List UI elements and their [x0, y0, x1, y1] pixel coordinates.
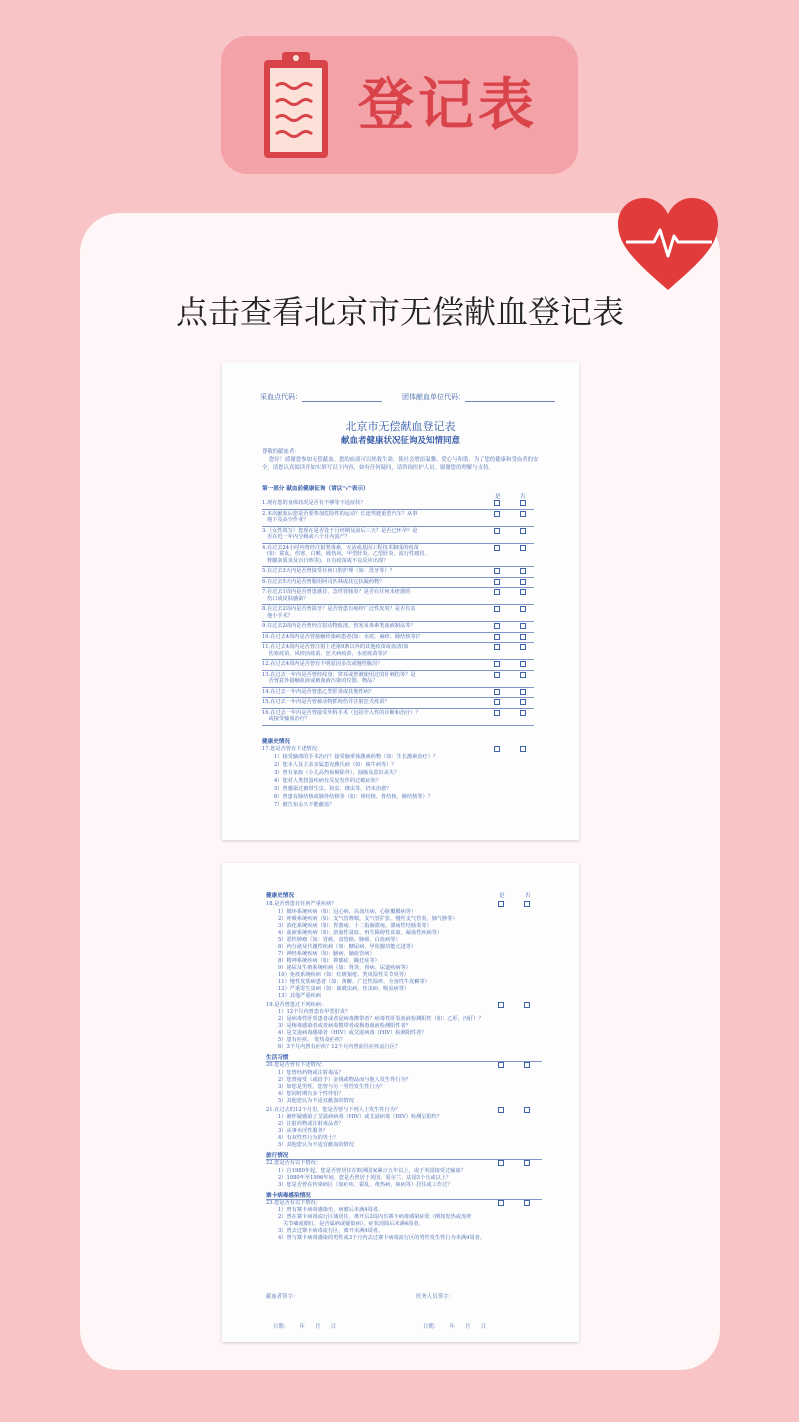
staff-signature-label: 医务人员签字： — [416, 1294, 454, 1300]
question-18-item: 10）免疫系统疾病（如：红斑狼疮、类风湿性关节炎等） — [278, 971, 410, 978]
question-19: 19.是否曾患过下列疾病： — [266, 1001, 327, 1008]
question-20-item: 5）其他您认为不适宜献血的情况 — [278, 1097, 354, 1104]
question-4: 4.在过去24小时内曾经注射类毒素，灭活或基因工程技术制成的疫苗 (如：霍乱、伤寒、白喉、破伤风、甲型肝炎、乙型肝炎、流行性感冒、 脊髓灰质炎及百日咳等)，且有疫苗或不良反应出现？ — [262, 544, 430, 564]
yes-checkbox[interactable] — [494, 568, 500, 574]
divider — [262, 687, 534, 688]
question-17-item: 5）曾感染过被带生虫、钩虫、绦虫等，仍未治愈？ — [274, 786, 392, 792]
question-19-item: 5）患有疟疾、 发热及疟疾？ — [278, 1037, 346, 1043]
question-20-item: 4）您同时期有多个性伴侣？ — [278, 1090, 344, 1097]
donor-date: 日期： 年 月 日 — [272, 1324, 337, 1330]
no-checkbox[interactable] — [524, 1160, 530, 1166]
divider — [262, 526, 534, 527]
question-16: 16.在过去一年内是否曾接受外科手术（包括介入性的诊断和治疗）？ 或接受输血治疗？ — [262, 709, 421, 722]
question-18-item: 9）泌尿及生殖系统疾病（如：肾炎、肾病、尿道疾病等） — [278, 964, 411, 971]
question-18-item: 4）血液系统疾病（如：溶血性贫血、再生障碍性贫血、凝血性疾病等） — [278, 929, 443, 936]
question-18-item: 13）其他严重疾病 — [278, 992, 321, 999]
no-checkbox[interactable] — [524, 1002, 530, 1008]
question-18-item: 1）循环系统疾病（如：冠心病、高血压病、心脏瓣膜病等） — [278, 908, 417, 915]
divider — [262, 725, 534, 726]
question-21-item: 3）从事卖淫性服务？ — [278, 1128, 328, 1134]
yes-checkbox[interactable] — [498, 1062, 504, 1068]
no-checkbox[interactable] — [520, 746, 526, 752]
question-20-item: 1）您曾经药物或注射毒品？ — [278, 1069, 344, 1076]
question-20-item: 3）如您是男性，您曾与另一男性发生性行为？ — [278, 1083, 386, 1090]
donor-signature-label: 献血者签字： — [266, 1294, 299, 1300]
zika-heading: 寨卡病毒感染情况 — [266, 1192, 311, 1199]
question-18-item: 2）呼吸系统疾病（如：支气管哮喘，支气管扩张、慢性支气管炎、肺气肿等） — [278, 915, 458, 922]
question-17-item: 3）曾有家族（小儿高热惊厥除外），抽搐及意识丧失？ — [274, 770, 400, 776]
question-18-item: 11）慢性皮肤病患者（如：黄癣、广泛性湿疹、全身性牛皮癣等） — [278, 978, 430, 985]
question-10: 10.在过去4周内是否曾接触传染病患者(如：水痘、麻疹、肺结核等)？ — [262, 633, 423, 640]
divider — [262, 708, 534, 709]
question-21: 21.在过去的12个月里，您是否曾与下列人士发生性行为？ — [266, 1106, 401, 1113]
question-23: 23.您是否有以下情况： — [266, 1199, 321, 1206]
divider — [262, 670, 534, 671]
question-2: 2.本次献血后您是否要参加危险性的运动？长途驾驶重型汽车？从事 地下及高空作业？ — [262, 510, 418, 523]
no-checkbox[interactable] — [520, 689, 526, 695]
yes-checkbox[interactable] — [494, 623, 500, 629]
site-code-field: 采血点代码： — [260, 392, 382, 402]
no-header: 否 — [520, 494, 526, 500]
yes-checkbox[interactable] — [494, 689, 500, 695]
form-title: 北京市无偿献血登记表 — [345, 420, 456, 433]
no-checkbox[interactable] — [520, 511, 526, 517]
question-13: 13.在过去一年内是否曾经纹身、穿耳或曾被使用过的针刺伤等？是 否曾意外接触血液或被血液污染的仪器、物品？ — [262, 671, 416, 684]
no-checkbox[interactable] — [520, 623, 526, 629]
divider — [262, 697, 534, 698]
yes-checkbox[interactable] — [494, 606, 500, 612]
question-18: 18.是否曾患有任何严重疾病？ — [266, 901, 337, 907]
yes-checkbox[interactable] — [498, 901, 504, 907]
question-18-item: 6）内分泌及代谢性疾病（如：糖尿病、甲状腺功能亢进等） — [278, 943, 417, 950]
question-17-item: 1）接受脑部的手术治疗？接受脑垂体激素药物（如：生长激素治疗）？ — [274, 754, 439, 760]
yes-checkbox[interactable] — [494, 545, 500, 551]
question-14: 14.在过去一年内是否曾患乙型肝炎或其他性病？ — [262, 688, 375, 695]
question-17-item: 6）曾患有肺结核或肺外结核等（如：肾结核、骨结核、肠结核等）？ — [274, 794, 433, 800]
question-18-item: 12）严重寄生虫病（如：血吸虫病、丝虫病、吸虫病等） — [278, 985, 410, 992]
question-17-item: 2）您本人及主亲亲属患克雅氏病（如：疯牛病等）？ — [274, 762, 397, 768]
no-checkbox[interactable] — [520, 500, 526, 506]
yes-checkbox[interactable] — [494, 672, 500, 678]
question-23-item: 3）曾去过寨卡病毒流行区，离开未满4周者。 — [278, 1228, 384, 1234]
greeting: 尊敬的献血者： — [262, 449, 300, 455]
no-checkbox[interactable] — [520, 568, 526, 574]
question-17: 17.您是否曾有下述情况： — [262, 746, 323, 752]
no-checkbox[interactable] — [520, 606, 526, 612]
question-19-item: 6）3个月内曾有疟疾？12个月内曾前往疟疾流行区？ — [278, 1044, 401, 1050]
section-1-heading: 第一部分 献血前健康征询（请以"√"表示） — [262, 486, 369, 492]
card-title[interactable]: 点击查看北京市无偿献血登记表 — [175, 293, 624, 331]
no-checkbox[interactable] — [520, 644, 526, 650]
yes-checkbox[interactable] — [494, 511, 500, 517]
heart-pulse-icon — [616, 196, 720, 292]
question-20-item: 2）您曾接受（或给予）金钱或物品而与他人发生性行为？ — [278, 1076, 411, 1083]
no-checkbox[interactable] — [520, 699, 526, 705]
form-page-2[interactable] — [222, 863, 579, 1342]
header-title: 登记表 — [358, 73, 538, 138]
question-9: 9.在过去2周内是否曾经注射动物血清、伤寒及毒素类血液制品等？ — [262, 623, 416, 629]
form-subtitle: 献血者健康状况征询及知情同意 — [340, 436, 460, 446]
question-19-item: 3）是梅毒感染者或者病毒携带者或梅毒血液检测阳性者？ — [278, 1023, 411, 1029]
no-checkbox[interactable] — [520, 579, 526, 585]
question-15: 15.在过去一年内是否曾被动物抓咬伤并注射狂犬疫苗？ — [262, 699, 390, 705]
question-17-item: 4）您对人类扭蛋疾病有反复发作的过敏症状？ — [274, 778, 382, 784]
question-8: 8.在过去2周内是否曾拔牙？是否曾患有疱疹广泛性皮炎？是否有其 他小手术？ — [262, 606, 416, 619]
yes-checkbox[interactable] — [498, 1160, 504, 1166]
yes-checkbox[interactable] — [498, 1200, 504, 1206]
yes-checkbox[interactable] — [494, 589, 500, 595]
no-checkbox[interactable] — [520, 661, 526, 667]
question-1: 1.现在您的身体状况是否有不够等不适症状？ — [262, 500, 366, 506]
question-20: 20.您是否曾有下述情况： — [266, 1062, 327, 1068]
question-18-item: 8）精神系统疾病（如：抑郁症、躁狂症等） — [278, 957, 380, 964]
group-code-field: 团体献血单位代码： — [402, 392, 555, 402]
yes-checkbox[interactable] — [498, 1002, 504, 1008]
form-page-1[interactable] — [222, 362, 579, 840]
no-checkbox[interactable] — [520, 589, 526, 595]
staff-date: 日期： 年 月 日 — [422, 1324, 487, 1330]
question-22-item: 2）1980年至1996年间，您是否曾居于英国、爱尔兰、法国3个月或以上？ — [278, 1174, 452, 1181]
question-23-item: 2）曾在寨卡病毒流行区域居住、离开后2周内有寨卡病毒感染症状（例如发热或皮疹 关节痛或眼红，是否属病或疑似病），症状消除后未满4周者。 — [278, 1214, 472, 1227]
no-checkbox[interactable] — [520, 672, 526, 678]
question-17-item: 7）被告知永久不能献血？ — [274, 802, 335, 808]
question-21-item: 5）其他您认为不适宜献血的情况 — [278, 1142, 354, 1148]
no-checkbox[interactable] — [524, 1107, 530, 1113]
divider — [262, 587, 534, 588]
no-checkbox[interactable] — [520, 545, 526, 551]
yes-checkbox[interactable] — [494, 699, 500, 705]
question-22-item: 1）自1980年起，您是否曾居住在欧洲国家累计五年以上，或于英国接受过输血？ — [278, 1167, 466, 1174]
question-6: 6.在过去5天内是否曾服用阿司匹林或其它抗凝药物？ — [262, 578, 385, 585]
divider — [262, 543, 534, 544]
question-23-item: 1）曾有寨卡病毒感染史，病愈后未满4周者。 — [278, 1207, 384, 1213]
yes-checkbox[interactable] — [498, 1107, 504, 1113]
question-19-item: 1）12个月内曾患有甲型肝炎？ — [278, 1009, 351, 1015]
question-5: 5.在过去3天内是否曾接受任何口腔护理（如：洗牙等）？ — [262, 568, 395, 574]
no-checkbox[interactable] — [524, 1200, 530, 1206]
divider — [262, 659, 534, 660]
question-21-item: 1）被怀疑感染了艾滋病病毒（HIV）或艾滋病毒（HIV）检测呈阳性？ — [278, 1114, 443, 1120]
question-3: 3.（女性填写）您现在是否处于月经期及前后三天？是否已怀孕？是 否在近一年内分娩或六个月内流产？ — [262, 527, 418, 540]
question-22: 22.您是否有以下情况： — [266, 1160, 321, 1166]
question-21-item: 4）有双性性行为的男士？ — [278, 1135, 339, 1141]
intro-text: 您好！感谢您参加无偿献血。您的血液可以拯救生命，使社会增添温馨、爱心与和谐。为了您的健康和受血者的安全，请您认真阅读并如实填写以下内容，如有任何疑问，请咨询医护人员。谢谢您的理解与支持。 — [262, 457, 539, 471]
question-18-item: 7）神经系统疾病（如：脑病、脑血管病） — [278, 950, 375, 957]
travel-heading: 旅行情况 — [266, 1153, 289, 1159]
no-checkbox[interactable] — [520, 528, 526, 534]
yes-checkbox[interactable] — [494, 710, 500, 716]
yes-header: 是 — [495, 494, 501, 500]
health-history-heading: 健康史情况 — [262, 739, 290, 745]
question-22-item: 3）您是否曾在传染病区（如疟疾、霍乱、黄热病、疯病等）居住或工作过？ — [278, 1181, 453, 1188]
divider — [262, 604, 534, 605]
no-checkbox[interactable] — [524, 901, 530, 907]
question-18-item: 5）恶性肿瘤（如：胃癌、食管癌、肺癌、白血病等） — [278, 936, 401, 943]
divider — [262, 577, 534, 578]
no-checkbox[interactable] — [520, 710, 526, 716]
yes-checkbox[interactable] — [494, 528, 500, 534]
yes-checkbox[interactable] — [494, 500, 500, 506]
question-7: 7.在过去1周内是否曾患感冒、急性胃肠炎？是否有任何未痊愈的 伤口或皮肤感染？ — [262, 589, 411, 602]
divider — [262, 509, 534, 510]
yes-checkbox[interactable] — [494, 746, 500, 752]
no-checkbox[interactable] — [520, 634, 526, 640]
clipboard-icon — [262, 50, 330, 160]
question-11: 11.在过去4周内是否曾注射上述第9条以外的其他疫苗或血清(如 伤寒疫苗、风疹活疫苗、狂犬病疫苗、水痘疫苗等)？ — [262, 644, 409, 657]
no-header-2: 否 — [525, 893, 531, 899]
divider — [262, 566, 534, 567]
divider — [262, 632, 534, 633]
question-19-item: 2）是病毒性肝炎患者或者是病毒携带者？病毒性肝炎血液检测阳性（如：乙肝、丙肝）？ — [278, 1016, 484, 1022]
health-history-heading-2: 健康史情况 — [266, 893, 294, 899]
question-21-item: 2）注射药物或注射毒品者？ — [278, 1121, 344, 1127]
yes-checkbox[interactable] — [494, 579, 500, 585]
divider — [262, 642, 534, 643]
question-12: 12.在过去4周内是否曾有不明原因多次或慢性腹泻？ — [262, 661, 383, 667]
yes-checkbox[interactable] — [494, 634, 500, 640]
yes-header-2: 是 — [499, 893, 505, 899]
question-23-item: 4）曾与寨卡病毒感染的男性或3个月内去过寨卡病毒流行区的男性发生性行为未满4周者。 — [278, 1235, 486, 1241]
question-18-item: 3）消化系统疾病（如：胃溃疡、十二指肠溃疡，溃疡性结肠炎等） — [278, 922, 432, 929]
divider — [262, 621, 534, 622]
yes-checkbox[interactable] — [494, 661, 500, 667]
no-checkbox[interactable] — [524, 1062, 530, 1068]
lifestyle-heading: 生活习惯 — [266, 1055, 289, 1061]
yes-checkbox[interactable] — [494, 644, 500, 650]
question-19-item: 4）是艾滋病毒感染者（HIV）或艾滋病毒（HIV）检测阳性者？ — [278, 1030, 427, 1036]
